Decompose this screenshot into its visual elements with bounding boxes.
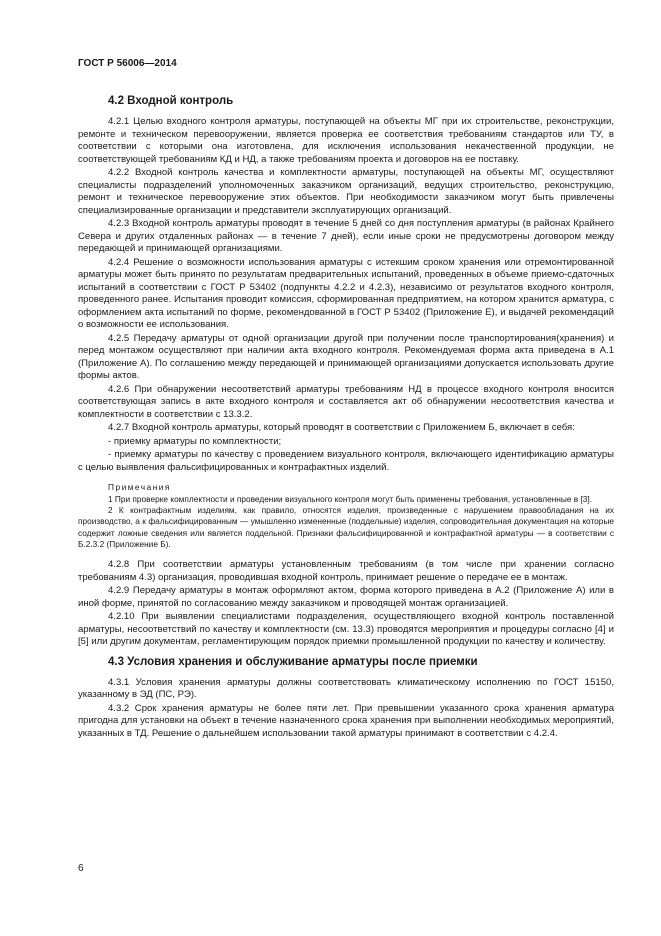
paragraph-4-2-4: 4.2.4 Решение о возможности использования арматуры с истекшим сроком хранения или отремонтированной арматуры может быть принято по результатам предварительных испытаний, проведенных в объеме приемо-сдаточных испытаний в соответствии с ГОСТ Р 53402 (подпункты 4.2.2 и 4.2.3), независимо от результатов входного контроля, проведенного ранее. Испытания проводит комиссия, сформированная предприятием, на котором хранится арматура, с оформлением акта испытаний по форме, рекомендованной в ГОСТ Р 53402 (Приложение Е), и выдачей рекомендаций о возможности ее использования.	[78, 256, 614, 330]
document-header: ГОСТ Р 56006—2014	[78, 58, 177, 69]
paragraph-4-3-1: 4.3.1 Условия хранения арматуры должны соответствовать климатическому исполнению по ГОСТ 15150, указанному в ЭД (ПС, РЭ).	[78, 676, 614, 701]
paragraph-4-2-6: 4.2.6 При обнаружении несоответствий арматуры требованиям НД в процессе входного контроля вносится соответствующая запись в акте входного контроля и составляется акт об обнаружении несоответствия качества и комплектности в соответствии с 13.3.2.	[78, 383, 614, 420]
document-page	[78, 58, 614, 741]
paragraph-4-2-9: 4.2.9 Передачу арматуры в монтаж оформляют актом, форма которого приведена в А.2 (Приложение А) или в иной форме, принятой по согласованию между заказчиком и проводящей монтаж организацией.	[78, 585, 614, 609]
notes-title: Примечания	[108, 482, 171, 492]
notes-block	[78, 482, 614, 550]
section-title-4-3: 4.3 Условия хранения и обслуживание арматуры после приемки	[108, 655, 478, 668]
paragraph-4-2-7: 4.2.7 Входной контроль арматуры, который проводят в соответствии с Приложением Б, включает в себя:	[108, 422, 575, 433]
paragraph-4-2-8: 4.2.8 При соответствии арматуры установленным требованиям (в том числе при хранении согласно требованиям 4.3) организация, проводившая входной контроль, принимает решение о передаче ее в монтаж.	[78, 559, 614, 583]
paragraph-4-2-10: 4.2.10 При выявлении специалистами подразделения, осуществляющего входной контроль поставленной арматуры, несоответствий по качеству и комплектности (см. 13.3) проводятся мероприятия и процедуры согласно [4] и [5] или другим документам, регламентирующим порядок приемки промышленной продукции по качеству и количеству.	[78, 611, 614, 648]
paragraph-4-2-1: 4.2.1 Целью входного контроля арматуры, поступающей на объекты МГ при их строительстве, реконструкции, ремонте и техническом перевооружении, является проверка ее соответствия требованиям стандартов или ТУ, в соответствии с которыми она изготовлена, для исключения использования некачественной продукции, не соответствующей требованиям КД и НД, а также требованиям проекта и договоров на ее поставку.	[78, 116, 614, 165]
note-item: 1 При проверке комплектности и проведении визуального контроля могут быть применены требования, установленные в [3].	[108, 494, 592, 504]
list-item: - приемку арматуры по комплектности;	[108, 435, 282, 447]
paragraph-4-2-2: 4.2.2 Входной контроль качества и комплектности арматуры, поступающей на объекты МГ, осуществляют специалисты подразделений уполномоченных заказчиком организаций, ведущих строительство, реконструкцию, ремонт и техническое перевооружение этих объектов. При необходимости заказчиком могут быть привлечены специализированные организации и представители эксплуатирующих организаций.	[78, 167, 614, 216]
section-title-4-2: 4.2 Входной контроль	[108, 95, 234, 107]
paragraph-4-2-5: 4.2.5 Передачу арматуры от одной организации другой при получении после транспортирования(хранения) и перед монтажом осуществляют при наличии акта входного контроля. Рекомендуемая форма акта приведена в А.1 (Приложение А). По соглашению между передающей и принимающей организациями допускается использовать другие формы актов.	[78, 332, 614, 381]
paragraph-4-2-3: 4.2.3 Входной контроль арматуры проводят в течение 5 дней со дня поступления арматуры (в районах Крайнего Севера и других отдаленных районах — в течение 7 дней), если иные сроки не предусмотрены договором между передающей и принимающей организациями.	[78, 218, 614, 254]
page-number: 6	[78, 863, 84, 874]
note-item: 2 К контрафактным изделиям, как правило, относятся изделия, произведенные с нарушением правообладания на их производство, а к фальсифицированным — умышленно измененные (поддельные) изделия, сопроводительная документация на которые содержит ложные сведения или является поддельной. Признаки фальсифицированной и контрафактной арматуры — в соответствии с Б.2.3.2 (Приложение Б).	[78, 505, 614, 549]
list-item: - приемку арматуры по качеству с проведением визуального контроля, включающего идентификацию арматуры с целью выявления фальсифицированных и контрафактных изделий.	[78, 449, 614, 473]
paragraph-4-3-2: 4.3.2 Срок хранения арматуры не более пяти лет. При превышении указанного срока хранения арматура пригодна для установки на объект в течение назначенного срока хранения при выполнении необходимых мероприятий, указанных в ТД. Решение о дальнейшем использовании такой арматуры принимают в соответствии с 4.2.4.	[78, 702, 614, 739]
